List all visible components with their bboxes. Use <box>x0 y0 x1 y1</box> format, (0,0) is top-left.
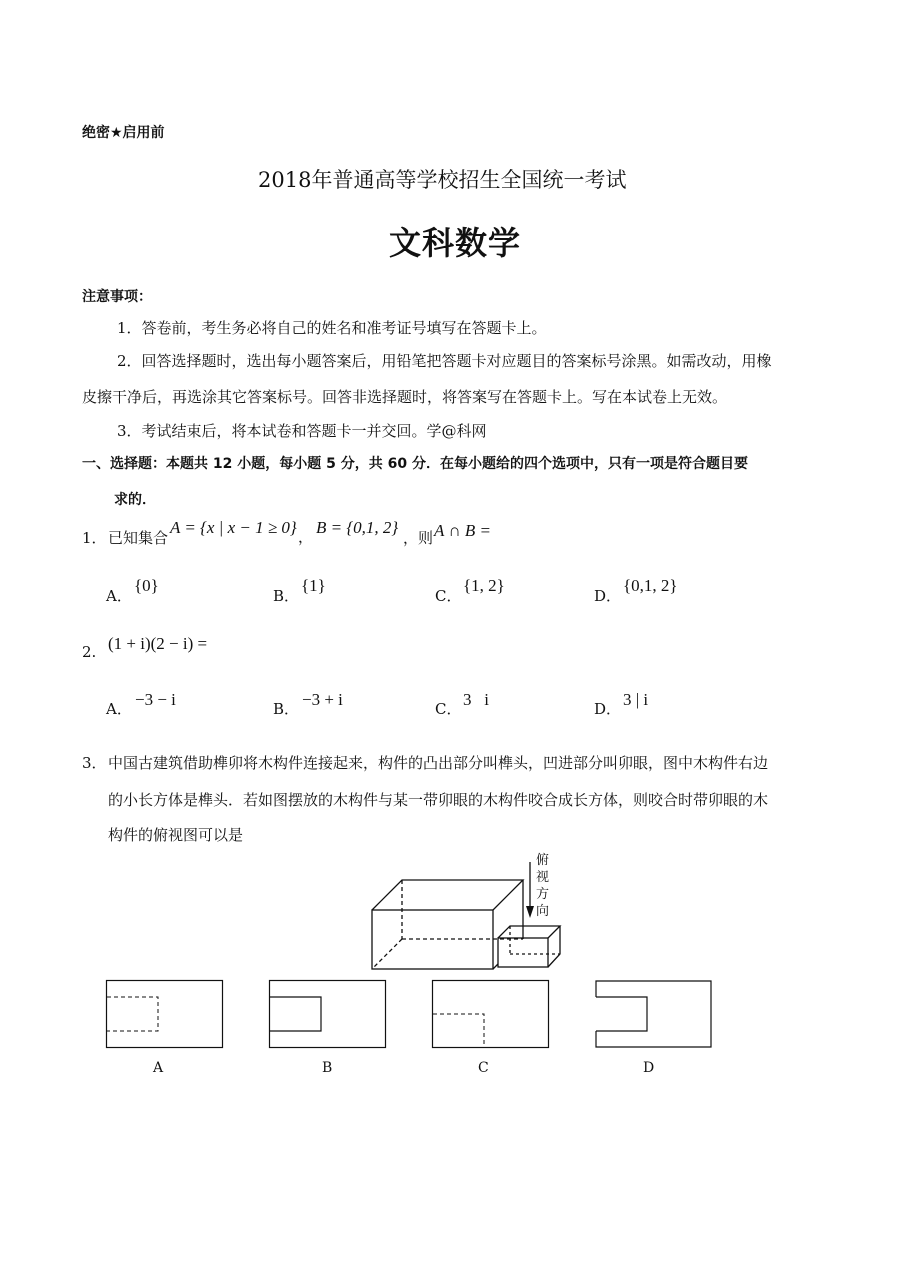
separator: ， <box>298 528 314 546</box>
set-a-formula: A = {x | x − 1 ≥ 0} <box>170 518 297 537</box>
question-number: 3． <box>82 754 107 772</box>
note-item: 3．考试结束后，将本试卷和答题卡一并交回。学@科网 <box>117 422 487 440</box>
choice-label: A <box>153 1060 164 1076</box>
option-value: {1} <box>301 576 326 595</box>
intersection-formula: A ∩ B = <box>434 521 491 540</box>
option-label: A． <box>106 587 132 605</box>
option-label: D． <box>594 587 622 605</box>
option-value: −3 + i <box>302 690 343 709</box>
option-value: 3 i <box>463 690 489 709</box>
choice-label: D <box>643 1060 655 1076</box>
option-label: B． <box>273 700 300 718</box>
question-number: 1． <box>82 529 107 547</box>
note-item: 皮擦干净后，再选涂其它答案标号。回答非选择题时，将答案写在答题卡上。写在本试卷上无效。 <box>82 388 728 406</box>
section-heading: 一、选择题：本题共 12 小题，每小题 5 分，共 60 分．在每小题给的四个选项中，只有一项是符合题目要 <box>82 456 748 472</box>
notes-heading: 注意事项： <box>82 289 152 305</box>
choice-label: C <box>478 1060 489 1076</box>
view-direction-label: 俯 视 方 向 <box>536 853 550 919</box>
option-label: C． <box>435 700 462 718</box>
section-heading-cont: 求的． <box>114 492 156 508</box>
set-b-formula: B = {0,1, 2} <box>316 518 399 537</box>
option-label: C． <box>435 587 462 605</box>
question-text: 的小长方体是榫头．若如图摆放的木构件与某一带卯眼的木构件咬合成长方体，则咬合时带卯眼的木 <box>108 791 769 809</box>
subject-title: 文科数学 <box>389 224 522 262</box>
option-label: A． <box>106 700 132 718</box>
question-number: 2. <box>82 643 97 661</box>
question-text: 构件的俯视图可以是 <box>108 826 244 844</box>
option-label: B． <box>273 587 300 605</box>
option-value: {1, 2} <box>463 576 505 595</box>
choice-a-top-view <box>106 980 224 1050</box>
choice-d-top-view <box>595 980 713 1050</box>
secret-label: 绝密★启用前 <box>82 125 165 141</box>
question-text: 已知集合 <box>108 529 169 547</box>
option-value: {0} <box>134 576 159 595</box>
exam-title: 2018年普通高等学校招生全国统一考试 <box>258 168 627 192</box>
note-item: 1．答卷前，考生务必将自己的姓名和准考证号填写在答题卡上。 <box>117 319 547 337</box>
question-text: 中国古建筑借助榫卯将木构件连接起来，构件的凸出部分叫榫头，凹进部分叫卯眼，图中木构件右边 <box>108 754 769 772</box>
option-value: −3 − i <box>135 690 176 709</box>
choice-c-top-view <box>432 980 550 1050</box>
question-text: ，则 <box>403 529 434 547</box>
choice-label: B <box>322 1060 333 1076</box>
option-label: D． <box>594 700 622 718</box>
option-value: {0,1, 2} <box>623 576 678 595</box>
question-formula: (1 + i)(2 − i) = <box>108 634 208 653</box>
option-value: 3 | i <box>623 690 649 709</box>
note-item: 2．回答选择题时，选出每小题答案后，用铅笔把答题卡对应题目的答案标号涂黑。如需改动，用橡 <box>117 352 772 370</box>
choice-b-top-view <box>269 980 387 1050</box>
